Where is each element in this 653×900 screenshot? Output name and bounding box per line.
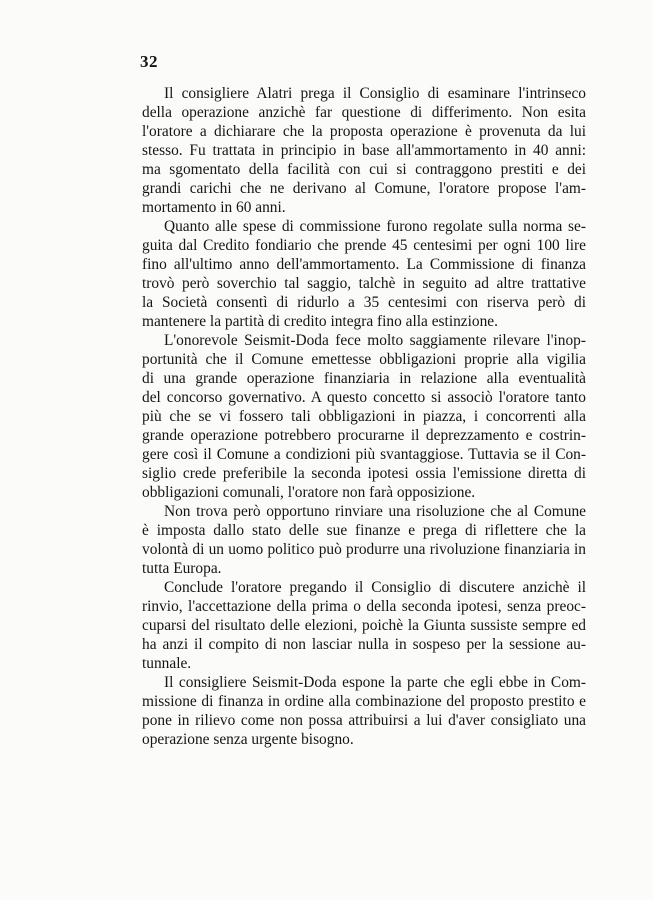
paragraph (142, 578, 586, 673)
paragraph (142, 217, 586, 331)
text-line: pone in rilievo come non possa attribuirsi a lui d'aver consigliato una (142, 712, 586, 729)
text-line: mantenere la partità di credito integra fino alla estinzione. (142, 313, 498, 330)
paragraph (142, 331, 586, 502)
paragraph (142, 673, 586, 749)
text-line: guita dal Credito fondiario che prende 45 centesimi per ogni 100 lire (142, 237, 586, 254)
text-line: portunità che il Comune emettesse obbligazioni proprie alla vigilia (142, 351, 586, 368)
text-line: stesso. Fu trattata in principio in base all'ammortamento in 40 anni: (142, 142, 586, 159)
paragraph (142, 84, 586, 217)
text-line: mortamento in 60 anni. (142, 199, 286, 216)
text-line: L'onorevole Seismit-Doda fece molto saggiamente rilevare l'inop- (164, 332, 586, 349)
page-number: 32 (140, 52, 158, 71)
text-line: più che se vi fossero tali obbligazioni in piazza, i concorrenti alla (142, 408, 586, 425)
text-line: operazione senza urgente bisogno. (142, 731, 354, 748)
text-line: missione di finanza in ordine alla combinazione del proposto prestito e (142, 693, 586, 710)
text-line: siglio crede preferibile la seconda ipotesi ossia l'emissione diretta di (142, 465, 586, 482)
text-line: obbligazioni comunali, l'oratore non farà opposizione. (142, 484, 476, 501)
text-line: cuparsi del risultato delle elezioni, poichè la Giunta sussiste sempre ed (142, 617, 586, 634)
text-line: trovò però soverchio tal saggio, talchè in seguito ad altre trattative (142, 275, 586, 292)
text-line: ha anzi il compito di non lasciar nulla in sospeso per la sessione au- (142, 636, 586, 653)
text-line: fino all'ultimo anno dell'ammortamento. La Commissione di finanza (142, 256, 586, 273)
body-text (142, 84, 586, 749)
text-line: Il consigliere Seismit-Doda espone la parte che egli ebbe in Com- (164, 674, 586, 691)
text-line: Non trova però opportuno rinviare una risoluzione che al Comune (164, 503, 586, 520)
text-line: di una grande operazione finanziaria in relazione alla eventualità (142, 370, 586, 387)
text-line: Conclude l'oratore pregando il Consiglio di discutere anzichè il (164, 579, 586, 596)
text-line: grandi carichi che ne derivano al Comune, l'oratore propose l'am- (142, 180, 586, 197)
text-line: rinvio, l'accettazione della prima o della seconda ipotesi, senza preoc- (142, 598, 586, 615)
text-line: volontà di un uomo politico può produrre una rivoluzione finanziaria in (142, 541, 586, 558)
text-line: del concorso governativo. A questo concetto si associò l'oratore tanto (142, 389, 586, 406)
text-line: Quanto alle spese di commissione furono regolate sulla norma se- (164, 218, 586, 235)
text-line: ma sgomentato della facilità con cui si contraggono prestiti e dei (142, 161, 586, 178)
text-line: è imposta dallo stato delle sue finanze e prega di riflettere che la (142, 522, 586, 539)
text-line: grande operazione potrebbero procurarne il deprezzamento e costrin- (142, 427, 586, 444)
text-line: l'oratore a dichiarare che la proposta operazione è provenuta da lui (142, 123, 586, 140)
text-line: tunnale. (142, 655, 192, 672)
text-line: gere così il Comune a condizioni più svantaggiose. Tuttavia se il Con- (142, 446, 586, 463)
text-line: tutta Europa. (142, 560, 222, 577)
text-line: Il consigliere Alatri prega il Consiglio di esaminare l'intrinseco (164, 85, 586, 102)
text-line: della operazione anzichè far questione di differimento. Non esita (142, 104, 586, 121)
paragraph (142, 502, 586, 578)
text-line: la Società consentì di ridurlo a 35 centesimi con riserva però di (142, 294, 586, 311)
